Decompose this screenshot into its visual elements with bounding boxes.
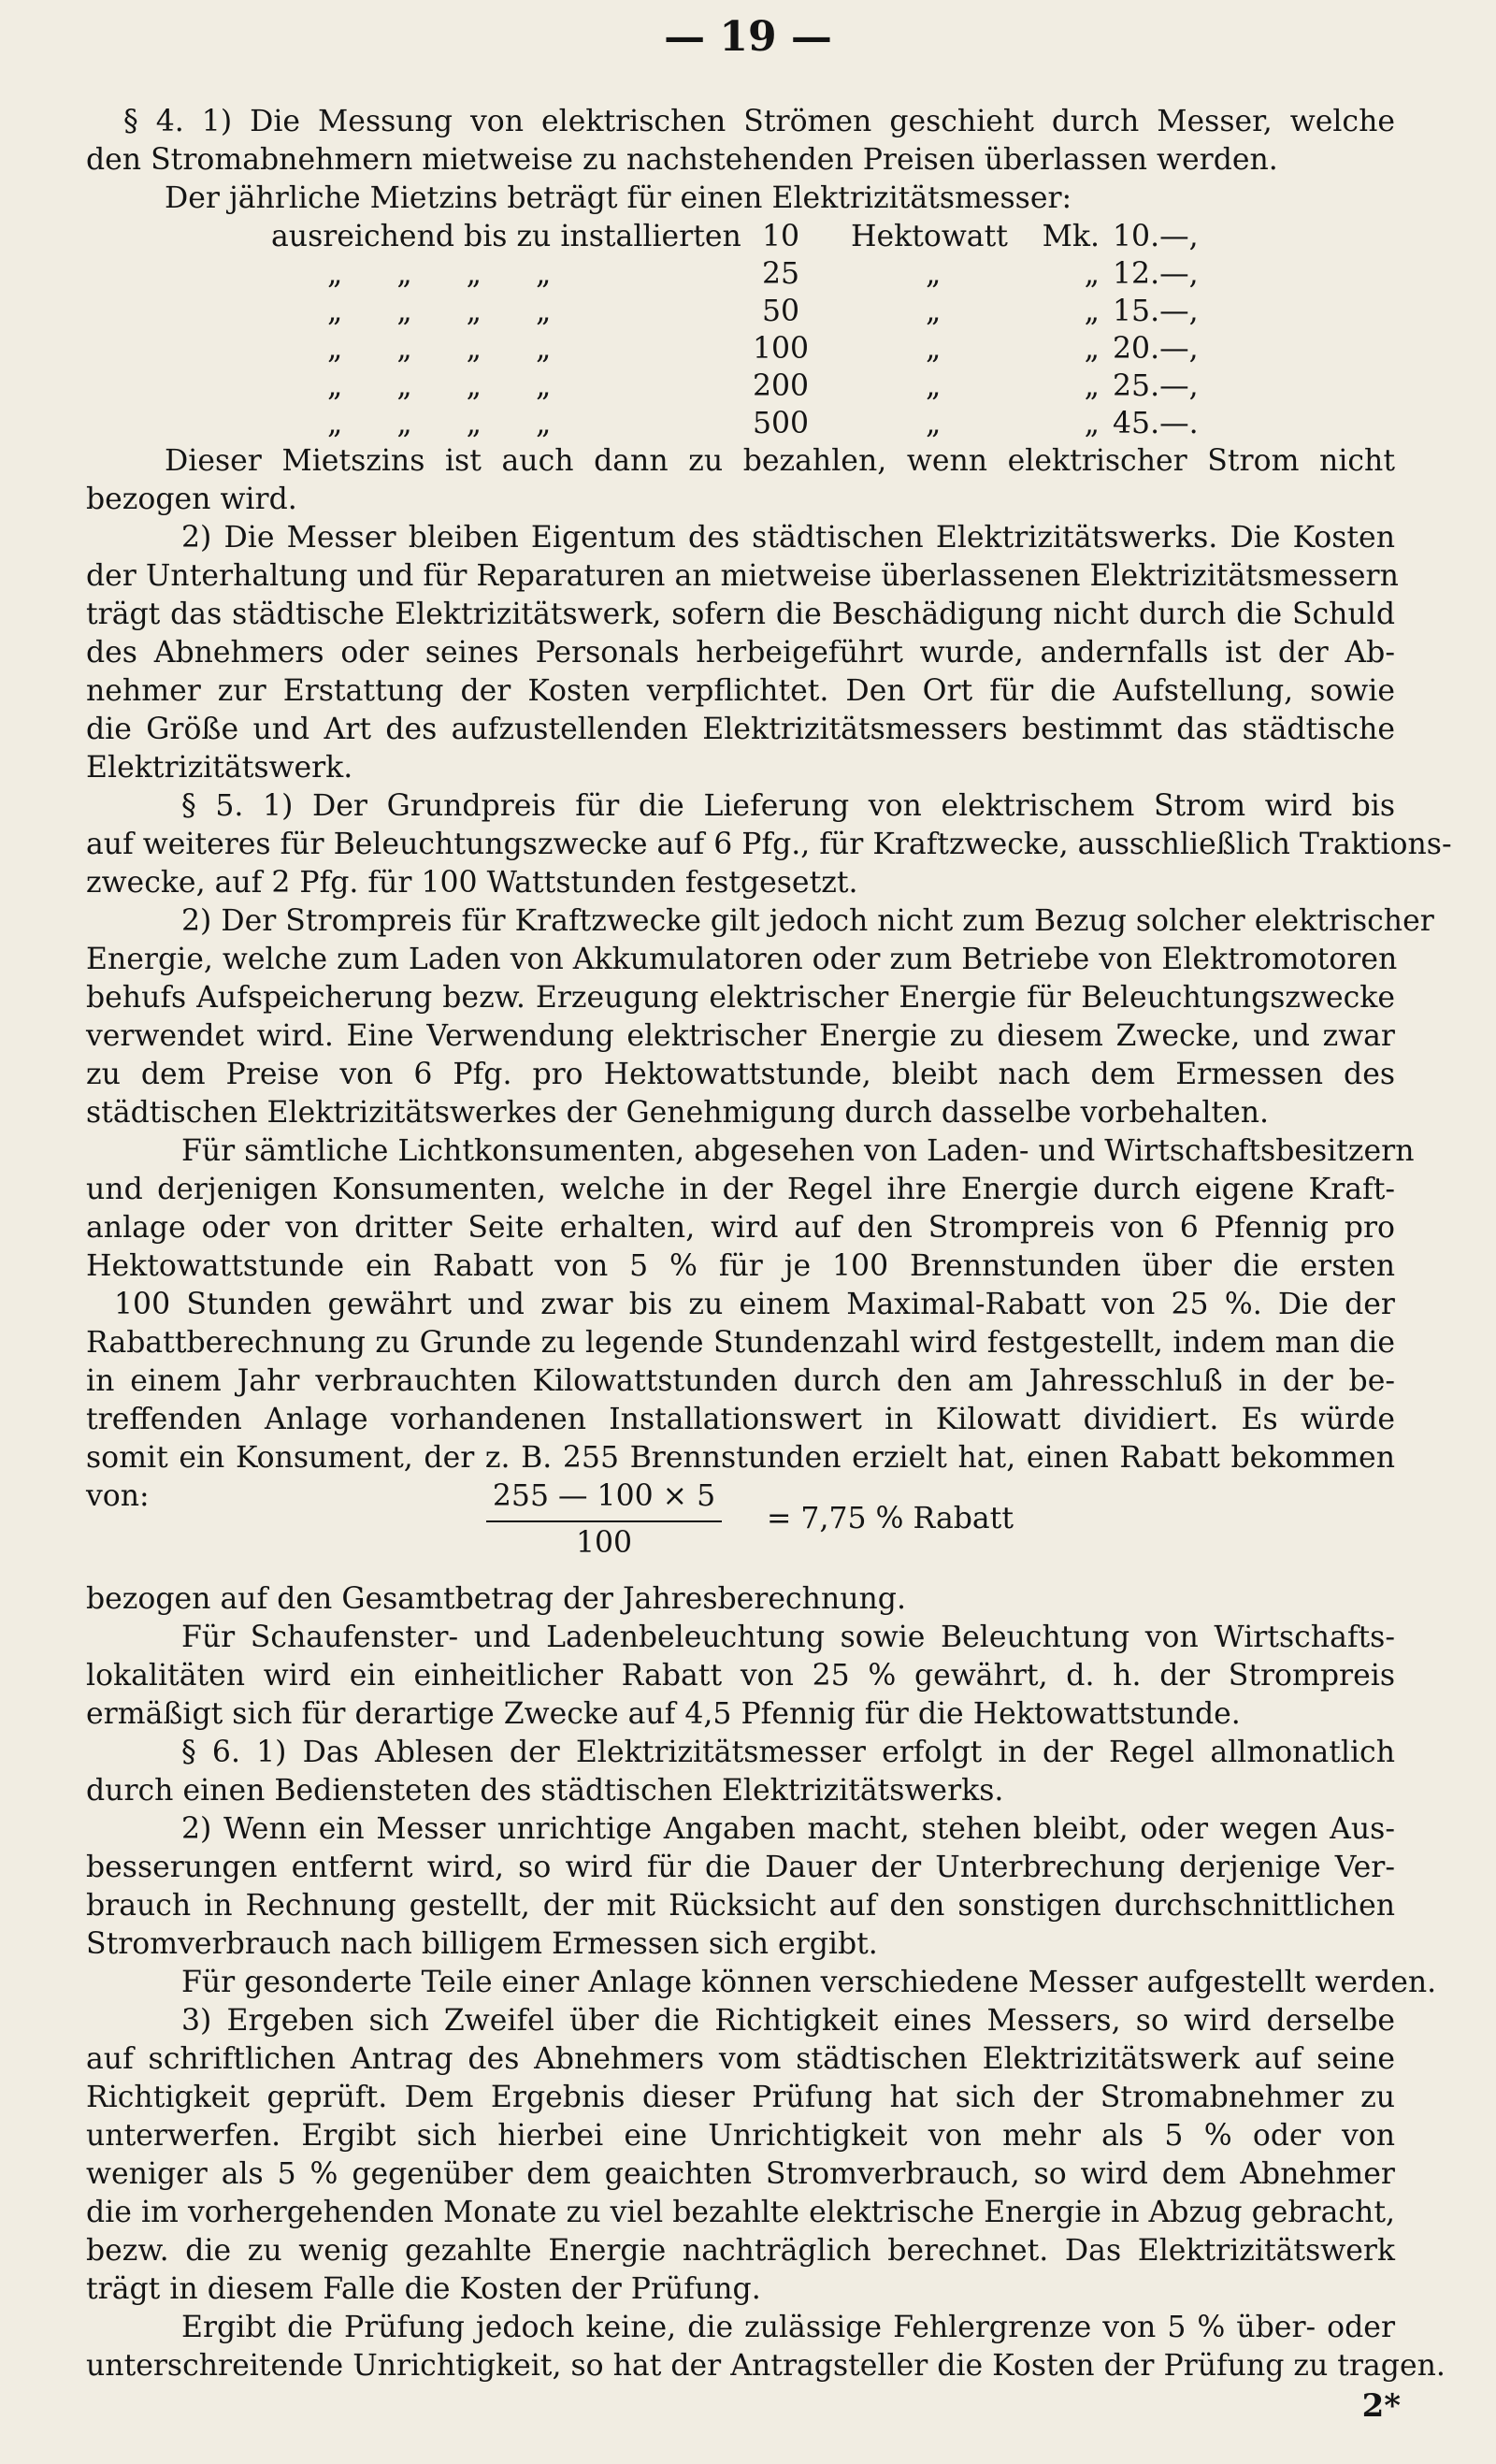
text-line: die Größe und Art des aufzustellenden Elektrizitätsmessers bestimmt das städtische xyxy=(86,713,1395,746)
text-line: Ergibt die Prüfung jedoch keine, die zulässige Fehlergrenze von 5 % über- oder xyxy=(181,2311,1395,2344)
section-6-paragraph-3 xyxy=(86,1964,1437,2002)
text-line: 2) Der Strompreis für Kraftzwecke gilt jedoch nicht zum Bezug solcher elektrischer xyxy=(181,904,1434,938)
section-4-paragraph-3 xyxy=(86,442,1395,519)
section-4-paragraph-1-cont xyxy=(86,141,1395,180)
section-4-paragraph-2 xyxy=(86,180,1395,218)
text-line: der Unterhaltung und für Reparaturen an mietweise überlassenen Elektrizitätsmessern xyxy=(86,559,1399,593)
rate-condition: „ „ „ „ xyxy=(327,332,552,366)
text-line: den Stromabnehmern mietweise zu nachstehenden Preisen überlassen werden. xyxy=(86,143,1278,177)
rate-unit: „ xyxy=(926,369,942,403)
rate-unit: Hektowatt xyxy=(851,220,1008,253)
rent-rate-table xyxy=(271,218,1395,442)
rate-condition: „ „ „ „ xyxy=(327,257,552,291)
signature-mark: 2* xyxy=(1361,2387,1401,2425)
formula-denominator: 100 xyxy=(575,1526,633,1560)
text-line: und derjenigen Konsumenten, welche in der Regel ihre Energie durch eigene Kraft- xyxy=(86,1173,1395,1206)
text-line: städtischen Elektrizitätswerkes der Genehmigung durch dasselbe vorbehalten. xyxy=(86,1096,1270,1130)
page-number: — 19 — xyxy=(664,13,832,61)
text-line: in einem Jahr verbrauchten Kilowattstunden durch den am Jahresschluß in der be- xyxy=(86,1364,1395,1398)
text-line: ermäßigt sich für derartige Zwecke auf 4,5 Pfennig für die Hektowattstunde. xyxy=(86,1697,1241,1731)
text-line: weniger als 5 % gegenüber dem geaichten Stromverbrauch, so wird dem Abnehmer xyxy=(86,2157,1395,2191)
text-line: Der jährliche Mietzins beträgt für einen Elektrizitätsmesser: xyxy=(165,181,1072,215)
text-line: 2) Wenn ein Messer unrichtige Angaben macht, stehen bleibt, oder wegen Aus- xyxy=(181,1812,1395,1846)
formula-prefix: von: xyxy=(86,1479,150,1513)
rebate-formula xyxy=(86,1477,1395,1580)
section-6-paragraph-1 xyxy=(86,1734,1395,1810)
section-4-paragraph-4 xyxy=(86,519,1399,787)
section-6-paragraph-4 xyxy=(86,2002,1395,2309)
text-line: Energie, welche zum Laden von Akkumulatoren oder zum Betriebe von Elektromotoren xyxy=(86,943,1398,976)
text-line: zu dem Preise von 6 Pfg. pro Hektowattstunde, bleibt nach dem Ermessen des xyxy=(86,1058,1395,1091)
rate-price: 45.—. xyxy=(1113,407,1199,440)
rate-currency: „ xyxy=(1084,257,1100,291)
text-line: Für gesonderte Teile einer Anlage können verschiedene Messer aufgestellt werden. xyxy=(181,1966,1437,1999)
fraction-bar xyxy=(486,1520,722,1522)
section-5-paragraph-1 xyxy=(86,787,1452,902)
text-line: trägt das städtische Elektrizitätswerk, sofern die Beschädigung nicht durch die Schuld xyxy=(86,598,1395,631)
rate-currency: „ xyxy=(1084,407,1100,440)
text-line: verwendet wird. Eine Verwendung elektrischer Energie zu diesem Zwecke, und zwar xyxy=(86,1019,1395,1053)
rate-price: 25.—, xyxy=(1113,369,1199,403)
text-line: trägt in diesem Falle die Kosten der Prüfung. xyxy=(86,2272,761,2306)
text-line: Hektowattstunde ein Rabatt von 5 % für je 100 Brennstunden über die ersten xyxy=(86,1249,1395,1283)
rate-condition: „ „ „ „ xyxy=(327,369,552,403)
text-line: unterwerfen. Ergibt sich hierbei eine Unrichtigkeit von mehr als 5 % oder von xyxy=(86,2119,1395,2153)
rate-price: 10.—, xyxy=(1113,220,1199,253)
text-line: Für sämtliche Lichtkonsumenten, abgesehen von Laden- und Wirtschaftsbesitzern xyxy=(181,1134,1415,1168)
section-4-paragraph-1 xyxy=(86,103,1395,141)
text-line: lokalitäten wird ein einheitlicher Rabatt von 25 % gewährt, d. h. der Strompreis xyxy=(86,1659,1395,1693)
text-line: bezogen wird. xyxy=(86,483,297,516)
text-line: 100 Stunden gewährt und zwar bis zu einem Maximal-Rabatt von 25 %. Die der xyxy=(114,1288,1395,1321)
rate-unit: „ xyxy=(926,332,942,366)
rate-unit: „ xyxy=(926,295,942,328)
page-body xyxy=(86,103,1452,2385)
rate-currency: Mk. xyxy=(1042,220,1100,253)
rate-unit: „ xyxy=(926,407,942,440)
text-line: nehmer zur Erstattung der Kosten verpflichtet. Den Ort für die Aufstellung, sowie xyxy=(86,674,1395,708)
text-line: treffenden Anlage vorhandenen Installationswert in Kilowatt dividiert. Es würde xyxy=(86,1403,1395,1436)
rate-condition: ausreichend bis zu installierten xyxy=(271,220,741,253)
text-line: auf weiteres für Beleuchtungszwecke auf 6 Pfg., für Kraftzwecke, ausschließlich Traktions- xyxy=(86,828,1452,861)
text-line: Dieser Mietszins ist auch dann zu bezahlen, wenn elektrischer Strom nicht xyxy=(165,444,1395,478)
text-line: bezogen auf den Gesamtbetrag der Jahresberechnung. xyxy=(86,1582,906,1616)
section-5-paragraph-3 xyxy=(86,1132,1415,1477)
rate-quantity: 100 xyxy=(752,332,810,366)
text-line: Richtigkeit geprüft. Dem Ergebnis dieser Prüfung hat sich der Stromabnehmer zu xyxy=(86,2081,1395,2114)
rate-condition: „ „ „ „ xyxy=(327,295,552,328)
text-line: Rabattberechnung zu Grunde zu legende Stundenzahl wird festgestellt, indem man die xyxy=(86,1326,1395,1360)
text-line: behufs Aufspeicherung bezw. Erzeugung elektrischer Energie für Beleuchtungszwecke xyxy=(86,981,1395,1015)
text-line: § 6. 1) Das Ablesen der Elektrizitätsmesser erfolgt in der Regel allmonatlich xyxy=(181,1736,1395,1769)
text-line: 3) Ergeben sich Zweifel über die Richtigkeit eines Messers, so wird derselbe xyxy=(181,2004,1395,2038)
rate-quantity: 50 xyxy=(761,295,800,328)
rate-quantity: 10 xyxy=(761,220,800,253)
text-line: Stromverbrauch nach billigem Ermessen sich ergibt. xyxy=(86,1927,878,1961)
rate-unit: „ xyxy=(926,257,942,291)
text-line: unterschreitende Unrichtigkeit, so hat der Antragsteller die Kosten der Prüfung zu tragen. xyxy=(86,2349,1446,2383)
rate-price: 20.—, xyxy=(1113,332,1199,366)
text-line: zwecke, auf 2 Pfg. für 100 Wattstunden festgesetzt. xyxy=(86,866,858,900)
text-line: 2) Die Messer bleiben Eigentum des städtischen Elektrizitätswerks. Die Kosten xyxy=(181,521,1395,555)
rate-currency: „ xyxy=(1084,332,1100,366)
section-5-paragraph-2 xyxy=(86,902,1434,1132)
formula-result: = 7,75 % Rabatt xyxy=(767,1502,1014,1535)
text-line: des Abnehmers oder seines Personals herbeigeführt wurde, andernfalls ist der Ab- xyxy=(86,636,1395,670)
text-line: besserungen entfernt wird, so wird für die Dauer der Unterbrechung derjenige Ver- xyxy=(86,1851,1395,1884)
rate-price: 12.—, xyxy=(1113,257,1199,291)
text-line: Für Schaufenster- und Ladenbeleuchtung sowie Beleuchtung von Wirtschafts- xyxy=(181,1621,1395,1654)
formula-numerator: 255 — 100 × 5 xyxy=(492,1479,716,1513)
section-6-paragraph-5 xyxy=(86,2309,1446,2385)
rate-price: 15.—, xyxy=(1113,295,1199,328)
text-line: Elektrizitätswerk. xyxy=(86,751,353,785)
text-line: anlage oder von dritter Seite erhalten, wird auf den Strompreis von 6 Pfennig pro xyxy=(86,1211,1395,1245)
text-line: durch einen Bediensteten des städtischen Elektrizitätswerks. xyxy=(86,1774,1004,1808)
text-line: bezw. die zu wenig gezahlte Energie nachträglich berechnet. Das Elektrizitätswerk xyxy=(86,2234,1395,2268)
text-line: § 4. 1) Die Messung von elektrischen Strömen geschieht durch Messer, welche xyxy=(123,105,1395,138)
text-line: die im vorhergehenden Monate zu viel bezahlte elektrische Energie in Abzug gebracht, xyxy=(86,2196,1395,2229)
rate-condition: „ „ „ „ xyxy=(327,407,552,440)
text-line: § 5. 1) Der Grundpreis für die Lieferung von elektrischem Strom wird bis xyxy=(181,789,1395,823)
rate-currency: „ xyxy=(1084,369,1100,403)
text-line: brauch in Rechnung gestellt, der mit Rücksicht auf den sonstigen durchschnittlichen xyxy=(86,1889,1395,1923)
rate-quantity: 500 xyxy=(752,407,810,440)
text-line: auf schriftlichen Antrag des Abnehmers vom städtischen Elektrizitätswerk auf seine xyxy=(86,2042,1395,2076)
section-6-paragraph-2 xyxy=(86,1810,1395,1964)
rate-quantity: 25 xyxy=(761,257,800,291)
rate-currency: „ xyxy=(1084,295,1100,328)
section-5-paragraph-4 xyxy=(86,1580,1395,1619)
rate-quantity: 200 xyxy=(752,369,810,403)
text-line: somit ein Konsument, der z. B. 255 Brennstunden erzielt hat, einen Rabatt bekommen xyxy=(86,1441,1395,1475)
section-5-paragraph-5 xyxy=(86,1619,1395,1734)
